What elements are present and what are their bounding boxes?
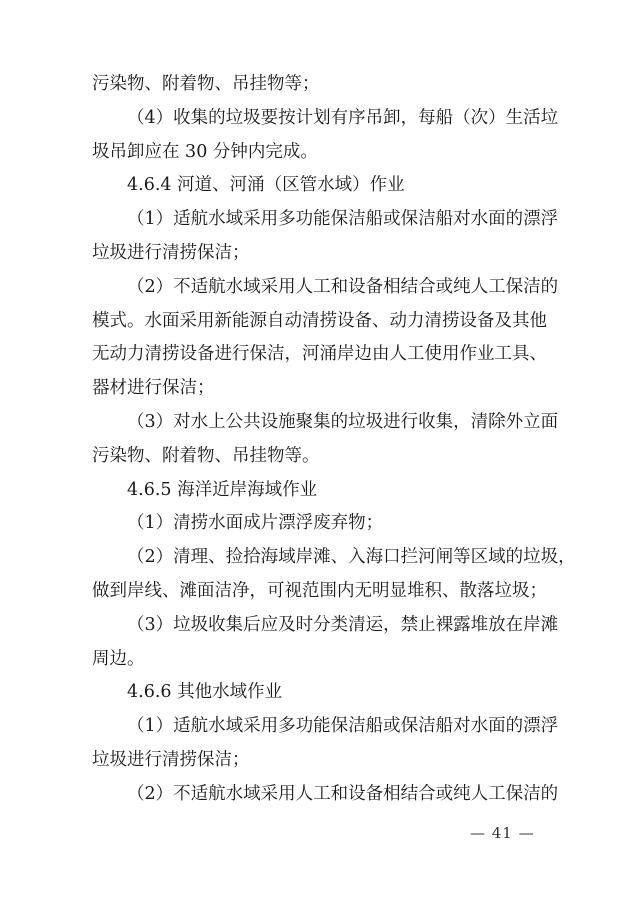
text-line: 污染物、附着物、吊挂物等； [92,74,320,94]
text-line: （2）不适航水域采用人工和设备相结合或纯人工保洁的 [127,783,559,804]
text-line: 器材进行保洁； [92,378,215,399]
text-line: （1）适航水域采用多功能保洁船或保洁船对水面的漂浮 [127,209,559,230]
text-line: 做到岸线、滩面洁净，可视范围内无明显堆积、散落垃圾； [92,580,547,601]
text-line: （2）不适航水域采用人工和设备相结合或纯人工保洁的 [127,276,559,297]
section-heading: 4.6.4 河道、河涌（区管水域）作业 [127,175,405,196]
text-line: （1）清捞水面成片漂浮废弃物； [127,513,384,534]
text-line: 周边。 [92,648,145,669]
body-text [92,74,576,818]
section-heading: 4.6.6 其他水域作业 [127,682,283,703]
text-line: （2）清理、捡拾海域岸滩、入海口拦河闸等区域的垃圾， [127,547,576,568]
text-line: （3）对水上公共设施聚集的垃圾进行收集，清除外立面 [127,411,559,432]
text-line: 圾吊卸应在 30 分钟内完成。 [92,141,318,162]
text-line: 无动力清捞设备进行保洁，河涌岸边由人工使用作业工具、 [92,344,547,365]
text-line: （1）适航水域采用多功能保洁船或保洁船对水面的漂浮 [127,716,559,737]
text-line: 模式。水面采用新能源自动清捞设备、动力清捞设备及其他 [92,310,547,331]
section-heading: 4.6.5 海洋近岸海域作业 [127,479,318,500]
text-line: （3）垃圾收集后应及时分类清运，禁止裸露堆放在岸滩 [127,614,559,635]
text-line: 垃圾进行清捞保洁； [92,242,250,263]
text-line: （4）收集的垃圾要按计划有序吊卸，每船（次）生活垃 [127,107,559,128]
text-line: 垃圾进行清捞保洁； [92,749,250,770]
page-number: — 41 — [470,824,535,842]
text-line: 污染物、附着物、吊挂物等。 [92,445,320,466]
